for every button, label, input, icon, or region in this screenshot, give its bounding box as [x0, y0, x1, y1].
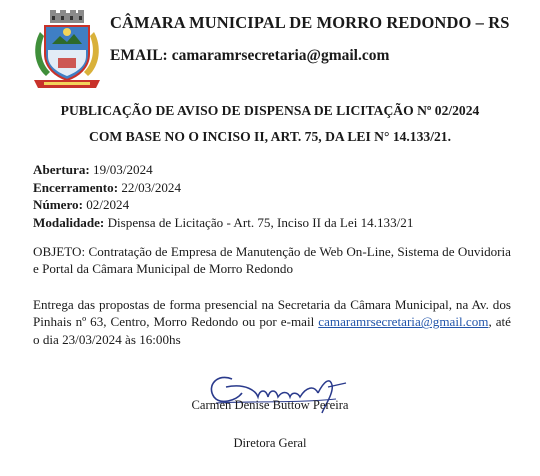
header-email	[110, 47, 389, 65]
meta-abertura: Abertura: 19/03/2024	[33, 162, 153, 177]
objeto-paragraph: OBJETO: Contratação de Empresa de Manutenção de Web On-Line, Sistema de Ouvidoria e Portal da Câmara Municipal de Morro Redondo	[33, 244, 511, 277]
coat-of-arms-icon	[30, 10, 104, 92]
entrega-paragraph: Entrega das propostas de forma presencial na Secretaria da Câmara Municipal, na Av. dos Pinhais nº 63, Centro, Morro Redondo ou por e-mail camaramrsecretaria@gmail.com, até o dia 23/03/2024 às 16:00hs	[33, 297, 511, 347]
meta-modalidade: Modalidade: Dispensa de Licitação - Art. 75, Inciso II da Lei 14.133/21	[33, 214, 414, 230]
signatory-name: Carmen Denise Buttow Pereira	[191, 398, 349, 412]
publication-title: PUBLICAÇÃO DE AVISO DE DISPENSA DE LICITAÇÃO Nº 02/2024	[60, 103, 480, 118]
meta-encerramento: Encerramento: 22/03/2024	[33, 179, 182, 195]
email-address: camaramrsecretaria@gmail.com	[171, 47, 390, 64]
publication-legal-basis: COM BASE NO O INCISO II, ART. 75, DA LEI N° 14.133/21.	[89, 129, 451, 144]
contact-email-link[interactable]: camaramrsecretaria@gmail.com	[318, 314, 489, 330]
signatory-role: Diretora Geral	[233, 436, 307, 450]
institution-name: CÂMARA MUNICIPAL DE MORRO REDONDO – RS	[110, 13, 510, 32]
notice-metadata	[33, 161, 413, 231]
email-label: EMAIL:	[110, 47, 168, 64]
meta-numero: Número: 02/2024	[33, 197, 130, 213]
